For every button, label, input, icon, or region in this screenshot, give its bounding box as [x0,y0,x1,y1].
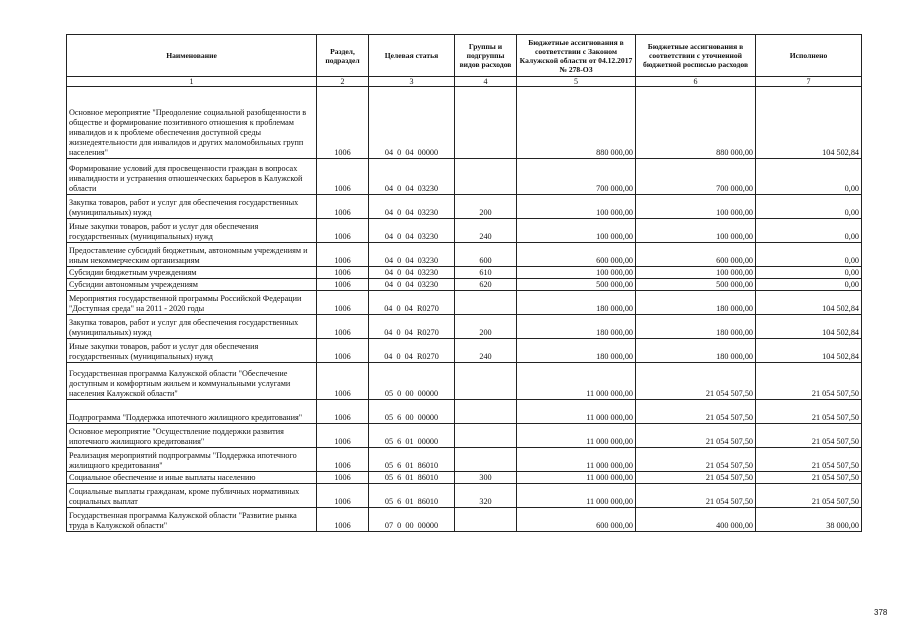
row-section: 1006 [317,87,369,159]
row-name: Закупка товаров, работ и услуг для обеспечения государственных (муниципальных) нужд [67,315,317,339]
row-target: 04 0 04 R0270 [369,291,455,315]
column-number: 1 [67,77,317,87]
row-law-amount: 11 000 000,00 [517,472,636,484]
row-target: 05 6 01 86010 [369,472,455,484]
row-executed-amount: 21 054 507,50 [756,400,862,424]
table-row [67,508,862,532]
column-number: 7 [756,77,862,87]
row-target: 05 6 01 00000 [369,424,455,448]
row-law-amount: 100 000,00 [517,195,636,219]
row-target: 04 0 04 03230 [369,243,455,267]
row-law-amount: 700 000,00 [517,159,636,195]
row-section: 1006 [317,363,369,400]
row-updated-amount: 21 054 507,50 [636,448,756,472]
column-number: 2 [317,77,369,87]
row-group [455,508,517,532]
row-updated-amount: 21 054 507,50 [636,363,756,400]
row-section: 1006 [317,267,369,279]
row-target: 04 0 04 03230 [369,267,455,279]
row-target: 04 0 04 R0270 [369,315,455,339]
row-target: 04 0 04 03230 [369,219,455,243]
row-law-amount: 500 000,00 [517,279,636,291]
row-updated-amount: 600 000,00 [636,243,756,267]
row-section: 1006 [317,424,369,448]
row-updated-amount: 100 000,00 [636,219,756,243]
row-updated-amount: 21 054 507,50 [636,424,756,448]
row-law-amount: 11 000 000,00 [517,448,636,472]
row-executed-amount: 104 502,84 [756,315,862,339]
column-number: 4 [455,77,517,87]
row-section: 1006 [317,472,369,484]
row-group: 610 [455,267,517,279]
row-updated-amount: 500 000,00 [636,279,756,291]
row-group [455,400,517,424]
row-name: Предоставление субсидий бюджетным, автономным учреждениям и иным некоммерческим организациям [67,243,317,267]
row-executed-amount: 104 502,84 [756,87,862,159]
column-number-row [67,77,862,87]
row-name: Мероприятия государственной программы Российской Федерации "Доступная среда" на 2011 - 2020 годы [67,291,317,315]
row-executed-amount: 0,00 [756,159,862,195]
row-section: 1006 [317,159,369,195]
row-updated-amount: 100 000,00 [636,267,756,279]
row-name: Социальные выплаты гражданам, кроме публичных нормативных социальных выплат [67,484,317,508]
row-law-amount: 100 000,00 [517,267,636,279]
row-target: 05 6 01 86010 [369,448,455,472]
row-law-amount: 600 000,00 [517,243,636,267]
row-name: Субсидии бюджетным учреждениям [67,267,317,279]
row-section: 1006 [317,195,369,219]
column-number: 6 [636,77,756,87]
row-section: 1006 [317,279,369,291]
row-name: Формирование условий для просвещенности граждан в вопросах инвалидности и устранения отношенческих барьеров в Калужской области [67,159,317,195]
row-group [455,291,517,315]
row-name: Основное мероприятие "Осуществление поддержки развития ипотечного жилищного кредитования" [67,424,317,448]
row-executed-amount: 0,00 [756,195,862,219]
row-name: Субсидии автономным учреждениям [67,279,317,291]
budget-table [66,34,862,532]
row-law-amount: 11 000 000,00 [517,424,636,448]
header-law: Бюджетные ассигнования в соответствии с Законом Калужской области от 04.12.2017 № 278-ОЗ [517,35,636,77]
row-name: Подпрограмма "Поддержка ипотечного жилищного кредитования" [67,400,317,424]
row-section: 1006 [317,315,369,339]
table-row [67,448,862,472]
row-target: 04 0 04 03230 [369,159,455,195]
row-updated-amount: 100 000,00 [636,195,756,219]
row-group: 240 [455,219,517,243]
row-executed-amount: 0,00 [756,267,862,279]
header-executed: Исполнено [756,35,862,77]
row-group [455,448,517,472]
row-updated-amount: 880 000,00 [636,87,756,159]
header-target: Целевая статья [369,35,455,77]
header-updated: Бюджетные ассигнования в соответствии с уточненной бюджетной росписью расходов [636,35,756,77]
row-law-amount: 180 000,00 [517,339,636,363]
row-target: 05 0 00 00000 [369,363,455,400]
row-group: 200 [455,195,517,219]
row-section: 1006 [317,448,369,472]
row-group [455,159,517,195]
table-row [67,159,862,195]
row-executed-amount: 21 054 507,50 [756,363,862,400]
row-group: 200 [455,315,517,339]
header-section: Раздел, подраздел [317,35,369,77]
row-executed-amount: 38 000,00 [756,508,862,532]
row-name: Иные закупки товаров, работ и услуг для обеспечения государственных (муниципальных) нужд [67,339,317,363]
row-name: Социальное обеспечение и иные выплаты населению [67,472,317,484]
row-updated-amount: 400 000,00 [636,508,756,532]
row-section: 1006 [317,400,369,424]
row-updated-amount: 180 000,00 [636,339,756,363]
table-row [67,315,862,339]
table-row [67,472,862,484]
table-row [67,267,862,279]
header-groups: Группы и подгруппы видов расходов [455,35,517,77]
table-row [67,339,862,363]
header-name: Наименование [67,35,317,77]
row-section: 1006 [317,291,369,315]
row-law-amount: 180 000,00 [517,291,636,315]
row-law-amount: 11 000 000,00 [517,400,636,424]
row-group [455,424,517,448]
row-section: 1006 [317,243,369,267]
row-group: 320 [455,484,517,508]
column-number: 3 [369,77,455,87]
table-row [67,279,862,291]
row-name: Закупка товаров, работ и услуг для обеспечения государственных (муниципальных) нужд [67,195,317,219]
row-name: Иные закупки товаров, работ и услуг для обеспечения государственных (муниципальных) нужд [67,219,317,243]
row-law-amount: 600 000,00 [517,508,636,532]
row-updated-amount: 21 054 507,50 [636,472,756,484]
row-executed-amount: 21 054 507,50 [756,484,862,508]
table-row [67,400,862,424]
row-executed-amount: 104 502,84 [756,291,862,315]
row-executed-amount: 21 054 507,50 [756,448,862,472]
table-row [67,484,862,508]
row-law-amount: 100 000,00 [517,219,636,243]
table-row [67,243,862,267]
row-group: 620 [455,279,517,291]
table-row [67,424,862,448]
row-updated-amount: 700 000,00 [636,159,756,195]
row-law-amount: 11 000 000,00 [517,363,636,400]
row-target: 04 0 04 03230 [369,195,455,219]
row-group: 240 [455,339,517,363]
row-group [455,87,517,159]
row-group: 600 [455,243,517,267]
table-row [67,87,862,159]
page-number: 378 [874,608,888,617]
row-target: 07 0 00 00000 [369,508,455,532]
row-section: 1006 [317,339,369,363]
row-executed-amount: 21 054 507,50 [756,424,862,448]
row-name: Основное мероприятие "Преодоление социальной разобщенности в обществе и формирование позитивного отношения к проблемам инвалидов и к проблеме обеспечения доступной среды жизнедеятельности для инвалидов и других маломобильных групп населения" [67,87,317,159]
row-group: 300 [455,472,517,484]
column-number: 5 [517,77,636,87]
row-updated-amount: 21 054 507,50 [636,484,756,508]
table-row [67,195,862,219]
table-row [67,363,862,400]
row-law-amount: 180 000,00 [517,315,636,339]
row-name: Реализация мероприятий подпрограммы "Поддержка ипотечного жилищного кредитования" [67,448,317,472]
row-law-amount: 880 000,00 [517,87,636,159]
row-updated-amount: 180 000,00 [636,291,756,315]
row-target: 04 0 04 00000 [369,87,455,159]
row-law-amount: 11 000 000,00 [517,484,636,508]
row-executed-amount: 0,00 [756,219,862,243]
row-updated-amount: 180 000,00 [636,315,756,339]
table-header [67,35,862,87]
row-executed-amount: 0,00 [756,279,862,291]
row-target: 05 6 01 86010 [369,484,455,508]
row-updated-amount: 21 054 507,50 [636,400,756,424]
table-row [67,219,862,243]
row-executed-amount: 0,00 [756,243,862,267]
row-target: 05 6 00 00000 [369,400,455,424]
row-target: 04 0 04 03230 [369,279,455,291]
table-body [67,87,862,532]
row-executed-amount: 104 502,84 [756,339,862,363]
row-target: 04 0 04 R0270 [369,339,455,363]
row-section: 1006 [317,219,369,243]
row-name: Государственная программа Калужской области "Развитие рынка труда в Калужской области" [67,508,317,532]
table-row [67,291,862,315]
row-executed-amount: 21 054 507,50 [756,472,862,484]
row-section: 1006 [317,508,369,532]
row-group [455,363,517,400]
row-section: 1006 [317,484,369,508]
row-name: Государственная программа Калужской области "Обеспечение доступным и комфортным жильем и коммунальными услугами населения Калужской области" [67,363,317,400]
